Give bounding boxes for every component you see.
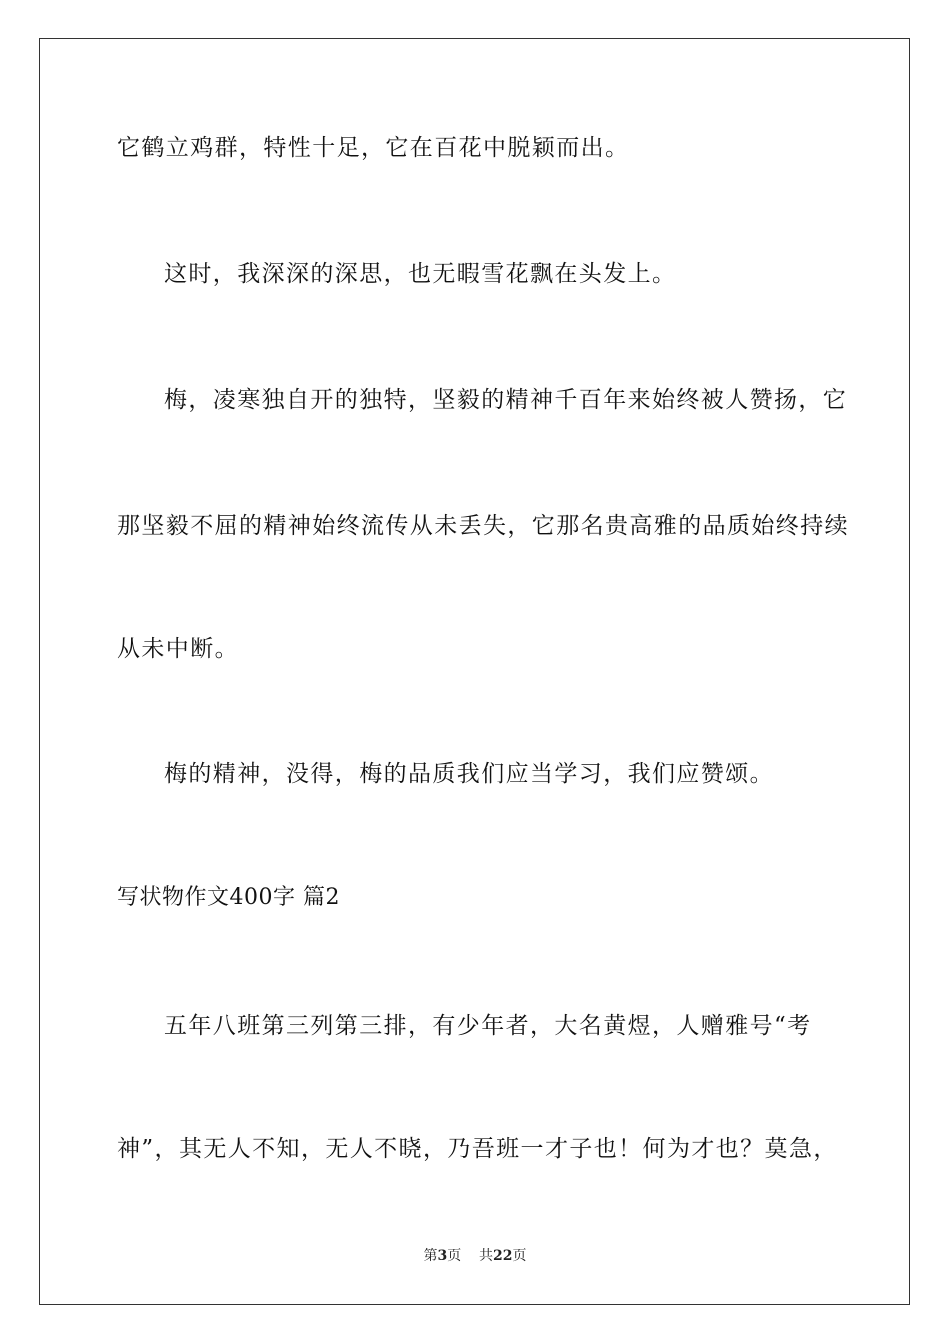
footer-middle: 页 共 (447, 1248, 494, 1264)
text-line-5: 从未中断。 (117, 636, 239, 662)
text-line-8: 五年八班第三列第三排，有少年者，大名黄煜，人赠雅号“考 (164, 1013, 812, 1039)
footer-suffix: 页 (512, 1248, 527, 1264)
text-line-2: 这时，我深深的深思，也无暇雪花飘在头发上。 (164, 261, 677, 287)
section-heading: 写状物作文400字 篇2 (117, 885, 340, 910)
text-line-4: 那坚毅不屈的精神始终流传从未丢失，它那名贵高雅的品质始终持续 (117, 513, 849, 539)
text-line-1: 它鹤立鸡群，特性十足，它在百花中脱颖而出。 (117, 135, 630, 161)
text-line-3: 梅，凌寒独自开的独特，坚毅的精神千百年来始终被人赞扬，它 (164, 387, 848, 413)
page-frame (39, 38, 910, 1305)
text-line-6: 梅的精神，没得，梅的品质我们应当学习，我们应赞颂。 (164, 761, 774, 787)
footer-prefix: 第 (423, 1248, 438, 1264)
current-page-number: 3 (437, 1248, 448, 1264)
text-line-9: 神”，其无人不知，无人不晓，乃吾班一才子也！何为才也？莫急， (117, 1136, 838, 1162)
total-pages-number: 22 (493, 1248, 513, 1264)
page-footer (0, 1247, 950, 1265)
